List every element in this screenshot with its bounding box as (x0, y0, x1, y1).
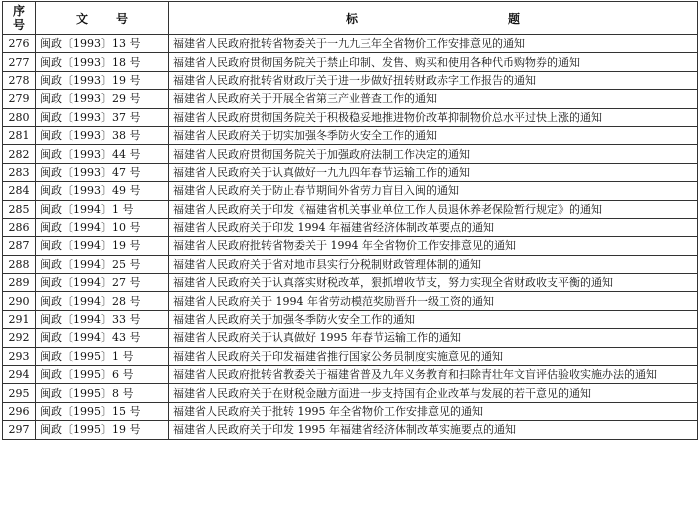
row-seq: 280 (3, 108, 36, 126)
row-number: 闽政〔1995〕6 号 (36, 366, 169, 384)
row-seq: 285 (3, 200, 36, 218)
row-seq: 279 (3, 90, 36, 108)
row-title: 福建省人民政府关于认真做好一九九四年春节运输工作的通知 (169, 163, 698, 181)
table-row (3, 53, 698, 71)
table-row (3, 329, 698, 347)
table-row (3, 237, 698, 255)
table-header (3, 2, 698, 35)
row-seq: 296 (3, 402, 36, 420)
row-seq: 294 (3, 366, 36, 384)
row-number: 闽政〔1993〕29 号 (36, 90, 169, 108)
row-number: 闽政〔1994〕43 号 (36, 329, 169, 347)
row-title: 福建省人民政府关于印发 1994 年福建省经济体制改革要点的通知 (169, 218, 698, 236)
row-number: 闽政〔1993〕44 号 (36, 145, 169, 163)
row-seq: 287 (3, 237, 36, 255)
row-seq: 291 (3, 310, 36, 328)
table-row (3, 108, 698, 126)
row-title: 福建省人民政府贯彻国务院关于禁止印制、发售、购买和使用各种代币购物券的通知 (169, 53, 698, 71)
row-seq: 297 (3, 421, 36, 439)
row-title: 福建省人民政府批转省物委关于 1994 年全省物价工作安排意见的通知 (169, 237, 698, 255)
header-seq-line2: 号 (12, 18, 25, 32)
document-table (2, 1, 698, 440)
row-seq: 292 (3, 329, 36, 347)
row-seq: 295 (3, 384, 36, 402)
header-seq (3, 2, 36, 35)
row-seq: 288 (3, 255, 36, 273)
row-number: 闽政〔1994〕27 号 (36, 274, 169, 292)
row-number: 闽政〔1994〕25 号 (36, 255, 169, 273)
row-number: 闽政〔1994〕28 号 (36, 292, 169, 310)
table-row (3, 292, 698, 310)
table-row (3, 71, 698, 89)
table-row (3, 126, 698, 144)
row-seq: 276 (3, 35, 36, 53)
row-number: 闽政〔1995〕15 号 (36, 402, 169, 420)
table-row (3, 200, 698, 218)
header-seq-line1: 序 (12, 4, 25, 18)
row-title: 福建省人民政府关于在财税金融方面进一步支持国有企业改革与发展的若干意见的通知 (169, 384, 698, 402)
row-title: 福建省人民政府关于防止春节期间外省劳力盲目入闽的通知 (169, 182, 698, 200)
table-row (3, 90, 698, 108)
row-seq: 277 (3, 53, 36, 71)
table-body (3, 35, 698, 440)
table-row (3, 310, 698, 328)
row-seq: 278 (3, 71, 36, 89)
table-row (3, 218, 698, 236)
row-number: 闽政〔1995〕1 号 (36, 347, 169, 365)
row-title: 福建省人民政府关于切实加强冬季防火安全工作的通知 (169, 126, 698, 144)
row-number: 闽政〔1993〕19 号 (36, 71, 169, 89)
table-row (3, 35, 698, 53)
row-number: 闽政〔1994〕33 号 (36, 310, 169, 328)
row-number: 闽政〔1994〕1 号 (36, 200, 169, 218)
header-row (3, 2, 698, 35)
table-row (3, 402, 698, 420)
table-row (3, 384, 698, 402)
row-title: 福建省人民政府关于批转 1995 年全省物价工作安排意见的通知 (169, 402, 698, 420)
table-row (3, 347, 698, 365)
row-number: 闽政〔1994〕10 号 (36, 218, 169, 236)
row-number: 闽政〔1994〕19 号 (36, 237, 169, 255)
row-number: 闽政〔1993〕49 号 (36, 182, 169, 200)
row-number: 闽政〔1993〕13 号 (36, 35, 169, 53)
header-number: 文号 (36, 2, 169, 35)
row-number: 闽政〔1993〕47 号 (36, 163, 169, 181)
row-number: 闽政〔1993〕38 号 (36, 126, 169, 144)
row-seq: 283 (3, 163, 36, 181)
row-title: 福建省人民政府关于认真落实财税改革，狠抓增收节支，努力实现全省财政收支平衡的通知 (169, 274, 698, 292)
row-title: 福建省人民政府批转省教委关于福建省普及九年义务教育和扫除青壮年文盲评估验收实施办法的通知 (169, 366, 698, 384)
row-number: 闽政〔1993〕18 号 (36, 53, 169, 71)
row-title: 福建省人民政府关于加强冬季防火安全工作的通知 (169, 310, 698, 328)
row-seq: 284 (3, 182, 36, 200)
row-title: 福建省人民政府关于印发福建省推行国家公务员制度实施意见的通知 (169, 347, 698, 365)
table-row (3, 421, 698, 439)
row-title: 福建省人民政府关于 1994 年省劳动模范奖励晋升一级工资的通知 (169, 292, 698, 310)
row-number: 闽政〔1995〕19 号 (36, 421, 169, 439)
row-number: 闽政〔1993〕37 号 (36, 108, 169, 126)
row-title: 福建省人民政府批转省财政厅关于进一步做好扭转财政赤字工作报告的通知 (169, 71, 698, 89)
row-seq: 289 (3, 274, 36, 292)
row-title: 福建省人民政府批转省物委关于一九九三年全省物价工作安排意见的通知 (169, 35, 698, 53)
row-title: 福建省人民政府贯彻国务院关于加强政府法制工作决定的通知 (169, 145, 698, 163)
table-row (3, 255, 698, 273)
row-title: 福建省人民政府贯彻国务院关于积极稳妥地推进物价改革抑制物价总水平过快上涨的通知 (169, 108, 698, 126)
row-seq: 290 (3, 292, 36, 310)
row-seq: 281 (3, 126, 36, 144)
row-title: 福建省人民政府关于省对地市县实行分税制财政管理体制的通知 (169, 255, 698, 273)
row-number: 闽政〔1995〕8 号 (36, 384, 169, 402)
row-title: 福建省人民政府关于印发《福建省机关事业单位工作人员退休养老保险暂行规定》的通知 (169, 200, 698, 218)
row-title: 福建省人民政府关于印发 1995 年福建省经济体制改革实施要点的通知 (169, 421, 698, 439)
table-row (3, 163, 698, 181)
table-row (3, 274, 698, 292)
table-row (3, 182, 698, 200)
table-row (3, 145, 698, 163)
row-seq: 293 (3, 347, 36, 365)
row-seq: 286 (3, 218, 36, 236)
row-title: 福建省人民政府关于开展全省第三产业普查工作的通知 (169, 90, 698, 108)
header-title: 标题 (169, 2, 698, 35)
row-seq: 282 (3, 145, 36, 163)
row-title: 福建省人民政府关于认真做好 1995 年春节运输工作的通知 (169, 329, 698, 347)
table-row (3, 366, 698, 384)
